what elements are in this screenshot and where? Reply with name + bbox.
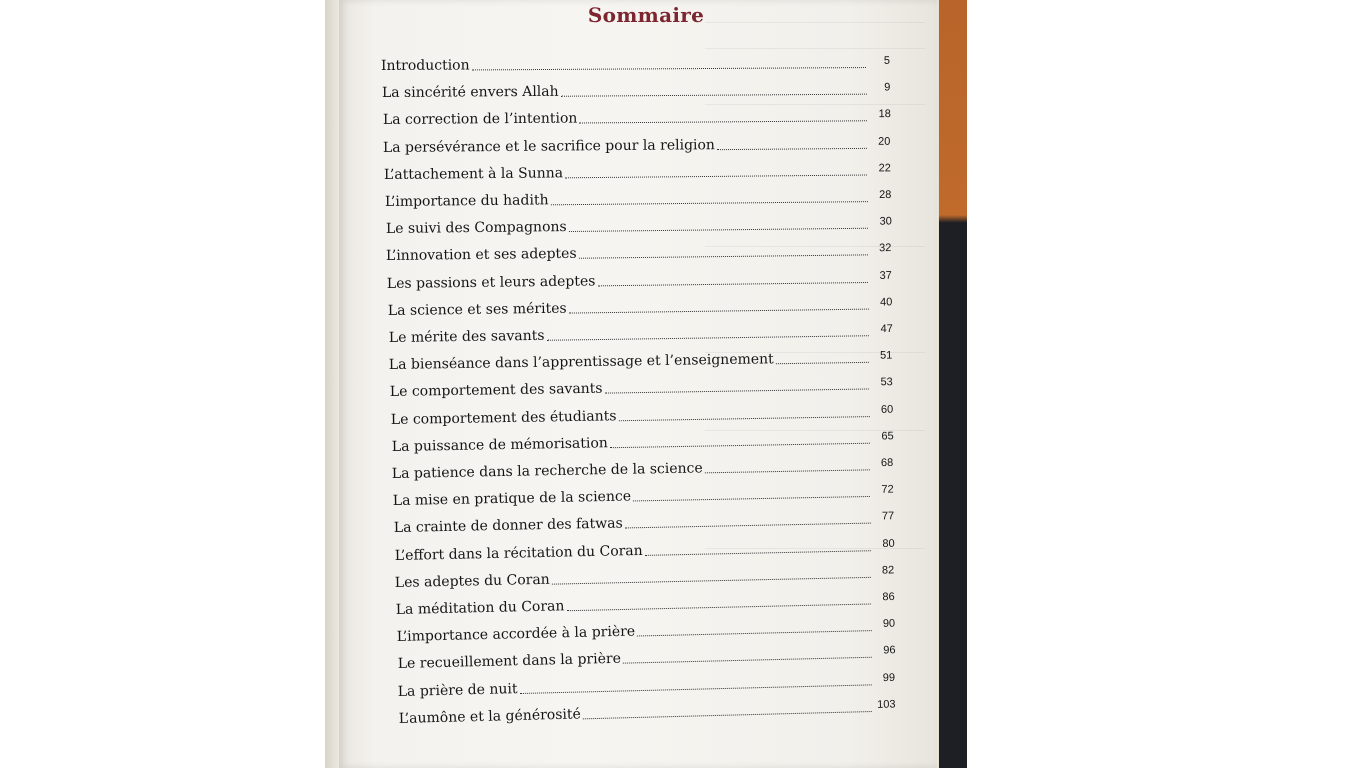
toc-entry-title: La science et ses mérites [387, 300, 567, 319]
dot-leader [776, 362, 869, 364]
dot-leader [552, 577, 870, 585]
toc-entry-page-number: 82 [882, 564, 895, 577]
toc-entry [387, 266, 892, 292]
toc-entry-title: Les adeptes du Coran [394, 571, 551, 591]
dot-leader [605, 389, 869, 394]
toc-entry-page-number: 72 [881, 483, 894, 496]
dot-leader [579, 121, 867, 124]
toc-entry [382, 79, 891, 103]
toc-entry-title: La puissance de mémorisation [391, 435, 608, 455]
toc-entry-page-number: 18 [878, 108, 891, 121]
toc-entry [393, 508, 894, 538]
toc-entry-page-number: 30 [879, 215, 892, 228]
dot-leader [583, 711, 872, 719]
toc-entry-title: Le suivi des Compagnons [385, 219, 567, 238]
toc-entry-page-number: 37 [879, 269, 892, 282]
dot-leader [597, 282, 867, 286]
toc-entry [382, 105, 890, 129]
toc-entry [390, 400, 893, 428]
dot-leader [609, 443, 869, 448]
toc-entry [393, 481, 894, 510]
dot-leader [568, 228, 867, 232]
toc-entry-title: Les passions et leurs adeptes [386, 272, 596, 292]
toc-entry [387, 293, 892, 320]
toc-entry-page-number: 60 [880, 403, 894, 416]
toc-entry [396, 615, 895, 646]
toc-entry [394, 534, 894, 564]
dot-leader [644, 550, 870, 556]
toc-entry-title: Introduction [380, 57, 470, 75]
toc-entry [391, 427, 893, 456]
toc-entry-page-number: 40 [879, 296, 893, 309]
toc-entry-title: La sincérité envers Allah [381, 83, 559, 102]
toc-entry-title: La patience dans la recherche de la science [391, 460, 704, 483]
toc-entry-page-number: 96 [882, 644, 896, 657]
toc-entry-title: La prière de nuit [397, 680, 518, 700]
toc-entry [381, 52, 890, 75]
toc-entry [386, 239, 892, 265]
toc-entry-title: L’innovation et ses adeptes [386, 246, 577, 265]
dot-leader [565, 174, 867, 178]
toc-entry [384, 159, 891, 184]
toc-entry-title: Le comportement des étudiants [390, 407, 617, 428]
toc-entry-page-number: 51 [880, 349, 893, 362]
table-of-contents [325, 0, 967, 768]
toc-entry-title: La crainte de donner des fatwas [393, 515, 623, 537]
toc-entry-page-number: 28 [878, 188, 892, 202]
toc-entry-title: La bienséance dans l’apprentissage et l’enseignement [388, 351, 775, 374]
toc-entry-title: L’effort dans la récitation du Coran [394, 542, 643, 564]
toc-entry-page-number: 103 [877, 698, 896, 711]
toc-entry-title: L’aumône et la générosité [398, 706, 582, 727]
toc-entry-page-number: 65 [880, 430, 894, 443]
toc-entry-page-number: 77 [881, 510, 895, 523]
toc-entry-page-number: 68 [881, 456, 894, 470]
toc-entry-title: L’importance du hadith [384, 192, 549, 211]
dot-leader [579, 255, 868, 259]
dot-leader [622, 657, 871, 664]
dot-leader [625, 523, 871, 529]
dot-leader [560, 94, 866, 97]
dot-leader [717, 147, 866, 149]
toc-entry-title: L’importance accordée à la prière [396, 623, 636, 646]
toc-entry-title: Le recueillement dans la prière [397, 651, 621, 673]
toc-entry [388, 320, 892, 347]
toc-entry [385, 186, 892, 211]
toc-entry [392, 454, 894, 483]
dot-leader [705, 469, 870, 473]
toc-entry-page-number: 53 [880, 376, 893, 389]
dot-leader [546, 335, 868, 341]
toc-entry-page-number: 20 [878, 135, 891, 148]
dot-leader [472, 67, 866, 70]
toc-entry-page-number: 86 [882, 590, 895, 604]
toc-entry [396, 588, 895, 619]
toc-entry-title: Le comportement des savants [389, 381, 603, 401]
toc-entry-title: L’attachement à la Sunna [383, 165, 564, 183]
dot-leader [618, 416, 869, 421]
toc-entry-title: La correction de l’intention [382, 110, 577, 129]
toc-entry-title: La persévérance et le sacrifice pour la religion [383, 136, 716, 156]
toc-entry-page-number: 5 [883, 54, 890, 67]
toc-entry-title: La mise en pratique de la science [392, 488, 632, 510]
toc-entry-page-number: 80 [881, 537, 895, 550]
toc-entry-page-number: 9 [883, 81, 891, 94]
toc-entry [385, 213, 891, 239]
toc-entry-title: Le mérite des savants [388, 327, 545, 347]
dot-leader [567, 604, 871, 612]
toc-entry [383, 132, 891, 156]
toc-entry [390, 373, 893, 401]
toc-entry [397, 642, 895, 674]
toc-entry-page-number: 99 [882, 671, 896, 684]
dot-leader [568, 308, 868, 313]
dot-leader [633, 496, 870, 501]
book-photo [325, 0, 967, 768]
toc-entry [398, 668, 896, 700]
dot-leader [550, 201, 867, 205]
dot-leader [520, 684, 872, 694]
toc-entry [398, 695, 895, 728]
toc-entry-page-number: 90 [882, 617, 896, 631]
toc-title: Sommaire [587, 3, 705, 27]
toc-entry-title: La méditation du Coran [395, 598, 565, 619]
toc-entry [395, 561, 895, 592]
toc-entry-page-number: 47 [879, 322, 893, 336]
toc-entry-page-number: 22 [878, 162, 891, 175]
toc-entry-page-number: 32 [879, 242, 892, 255]
toc-entry [389, 347, 893, 375]
dot-leader [637, 630, 871, 636]
